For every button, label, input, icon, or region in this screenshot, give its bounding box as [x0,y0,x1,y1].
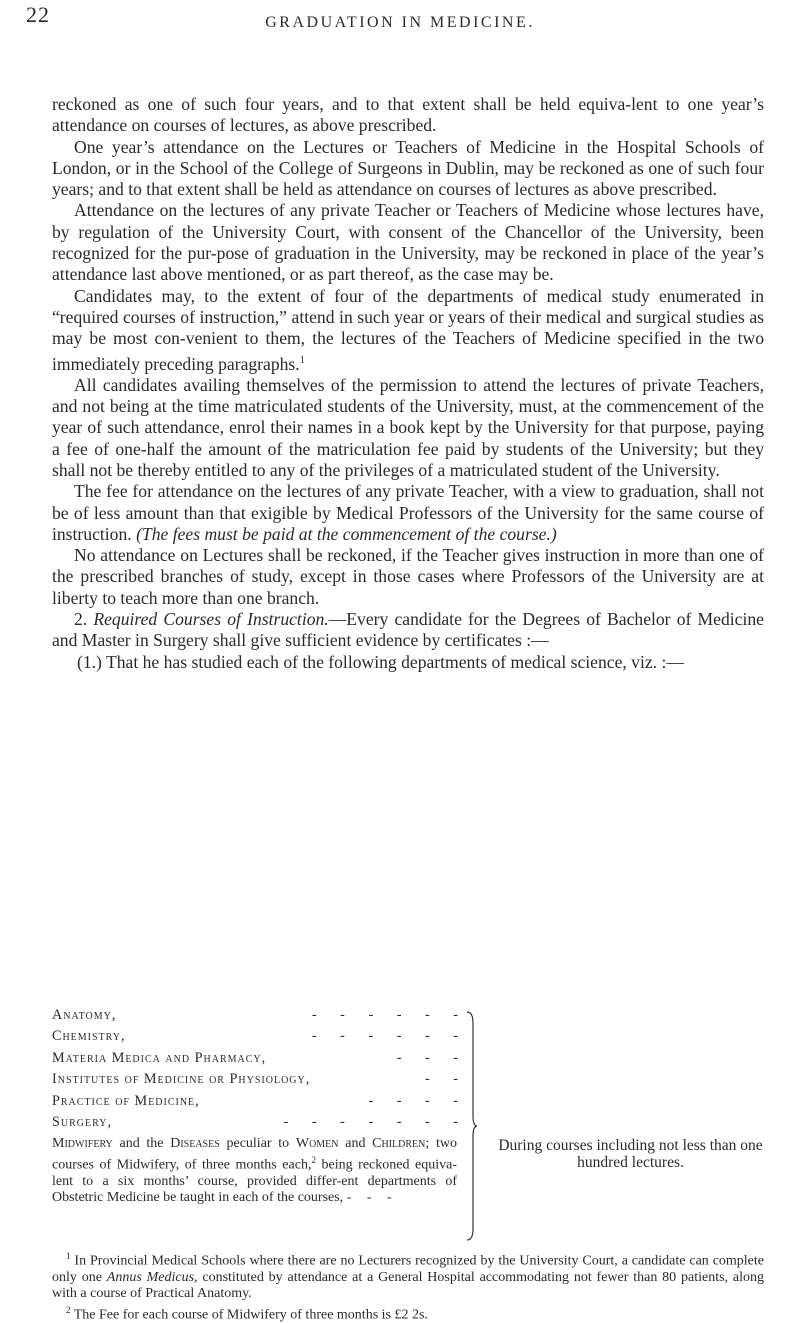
footnote [52,1302,764,1323]
paragraph: reckoned as one of such four years, and to that extent shall be held equiva-lent to one year’s attendance on courses of lectures, as above prescribed. [52,94,764,136]
running-title: GRADUATION IN MEDICINE. [265,14,535,31]
footnote-ref: 2 [311,1155,316,1166]
brace-note: During courses including not less than one hundred lectures. [498,1137,763,1171]
paragraph-text: Candidates may, to the extent of four of the departments of medical study enumerated in “required courses of instruction,” attend in such year or years of their medical and surgical studies as may be most con-venient to them, the lectures of the Teachers of Medicine specified in the two immediately preceding paragraphs. [52,285,764,374]
midwifery-text: being reckoned equiva-lent to a six months’ course, provided differ-ent departments of Obstetric Medicine be taught in each of the courses, [52,1158,457,1206]
section-title: Required Courses of Instruction. [93,608,329,629]
section-text: —Every candidate for the Degrees of Bachelor of Medicine and Master in Surgery shall give sufficient evidence by certificates :— [52,608,764,651]
departments-list [52,1005,468,1206]
department-item [52,1026,468,1047]
paragraph: Attendance on the lectures of any private Teacher or Teachers of Medicine whose lectures have, by regulation of the University Court, with consent of the Chancellor of the University, been recognized for the pur-pose of graduation in the University, may be reckoned in place of the year’s attendance last above mentioned, or as part thereof, as the case may be. [52,200,764,285]
paragraph [52,286,764,375]
department-item [52,1112,468,1133]
section-number: 2. [74,608,88,629]
department-name: Surgery, [52,1114,112,1131]
dash-leader: - - - - [368,1092,468,1109]
department-name: Materia Medica and Pharmacy, [52,1049,267,1066]
footnote-mark: 1 [66,1251,71,1261]
midwifery-text: peculiar to [219,1136,296,1152]
department-name: Practice of Medicine, [52,1092,200,1109]
footnote-mark: 2 [66,1304,71,1315]
dash-leader: - - - - - - - [283,1114,468,1131]
footnote-text: The Fee for each course of Midwifery of three months is £2 2s. [73,1307,428,1323]
midwifery-text: Women [295,1136,339,1152]
departments-block [52,1005,764,1255]
midwifery-text: Children [372,1136,426,1152]
department-name: Midwifery [52,1136,113,1152]
footnote-text: In Provincial Medical Schools where there are no Lecturers recognized by the University Court, a candidate can complete only one [52,1253,765,1285]
section-heading [52,609,764,652]
paragraph: One year’s attendance on the Lectures or Teachers of Medicine in the Hospital Schools of London, or in the School of the College of Surgeons in Dublin, may be reckoned as one of such four years; and to that extent shall be held as attendance on courses of lectures as above prescribed. [52,136,764,200]
midwifery-text: and [338,1136,373,1152]
department-item-midwifery [52,1136,457,1206]
department-name: Institutes of Medicine or Physiology, [52,1071,311,1088]
department-item [52,1048,468,1069]
footnote-text: , constituted by attendance at a General Hospital accommodating not fewer than 80 patients, along with a course of Practical Anatomy. [52,1269,764,1301]
department-item [52,1005,468,1026]
dash-leader: - - - - - - [311,1007,468,1023]
department-item [52,1069,468,1090]
midwifery-text: and the [112,1136,171,1152]
paragraph-text: The fee for attendance on the lectures of any private Teacher, with a view to graduation, shall not be of less amount than that exigible by Medical Professors of the University for the same course of instruction. [52,481,764,544]
midwifery-text: Diseases [170,1136,220,1152]
paragraph: All candidates availing themselves of the permission to attend the lectures of private Teachers, and not being at the time matriculated students of the University, must, at the commencement of the year of such attendance, enrol their names in a book kept by the University for that purpose, paying a fee of one-half the amount of the matriculation fee paid by students of the University; but they shall not be thereby entitled to any of the privileges of a matriculated student of the University. [52,374,764,480]
dash-leader: - - - [346,1190,398,1206]
dash-leader: - - - - - - [311,1028,468,1045]
right-brace-icon [466,1011,478,1241]
page-number: 22 [26,2,50,27]
department-item [52,1091,468,1112]
body-text [52,94,764,673]
footnote-ref: 1 [299,354,305,366]
footnote [52,1248,764,1302]
paragraph: No attendance on Lectures shall be reckoned, if the Teacher gives instruction in more than one of the prescribed branches of study, except in those cases where Professors of the University are at liberty to teach more than one branch. [52,545,764,608]
paragraph [52,481,764,545]
fees-note: (The fees must be paid at the commencement of the course.) [136,523,557,544]
department-name: Chemistry, [52,1028,126,1045]
dash-leader: - - [425,1071,468,1088]
dash-leader: - - - [396,1049,468,1066]
item-1: (1.) That he has studied each of the following departments of medical science, viz. :— [77,651,684,672]
footnote-italic: Annus Medicus [106,1269,195,1285]
footnotes [52,1248,764,1323]
department-name: Anatomy, [52,1007,117,1023]
midwifery-text: ; two courses of Midwifery, of three months each, [52,1136,457,1174]
